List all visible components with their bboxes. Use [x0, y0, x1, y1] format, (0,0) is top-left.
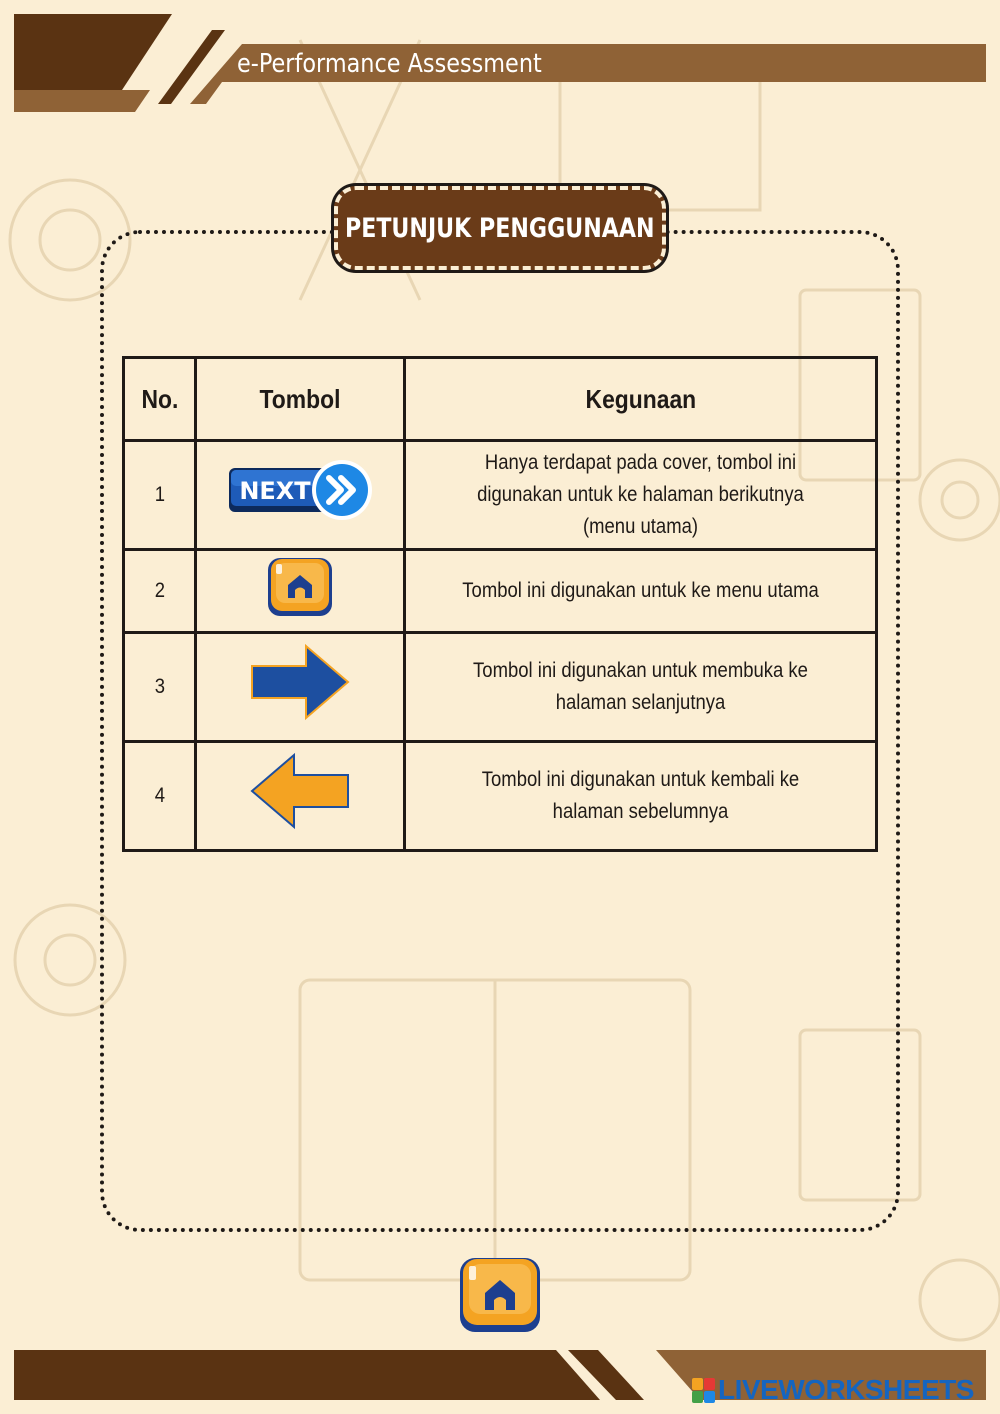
column-header-no: No.	[124, 358, 196, 441]
brand-blocks-icon	[692, 1378, 715, 1403]
next-button-label: NEXT	[239, 477, 311, 505]
usage-guide-table	[122, 356, 878, 852]
arrow-left-icon[interactable]	[248, 751, 352, 831]
next-button-icon[interactable]	[225, 458, 375, 522]
row-button-cell	[196, 742, 405, 851]
section-title: PETUNJUK PENGGUNAAN	[345, 212, 655, 244]
row-button-cell	[196, 550, 405, 633]
table-row	[124, 441, 877, 550]
row-usage: Tombol ini digunakan untuk membuka ke halaman selanjutnya	[405, 633, 877, 742]
row-usage: Tombol ini digunakan untuk ke menu utama	[405, 550, 877, 633]
column-header-usage: Kegunaan	[405, 358, 877, 441]
table-row	[124, 550, 877, 633]
row-number: 4	[124, 742, 196, 851]
column-header-button: Tombol	[196, 358, 405, 441]
row-button-cell	[196, 633, 405, 742]
row-usage: Tombol ini digunakan untuk kembali ke halaman sebelumnya	[405, 742, 877, 851]
header-title: e-Performance Assessment	[237, 49, 542, 79]
arrow-right-icon[interactable]	[248, 642, 352, 722]
row-number: 3	[124, 633, 196, 742]
home-icon[interactable]	[264, 554, 336, 618]
table-row	[124, 742, 877, 851]
home-button[interactable]	[455, 1254, 545, 1334]
liveworksheets-logo	[692, 1374, 974, 1406]
row-button-cell	[196, 441, 405, 550]
table-row	[124, 633, 877, 742]
row-number: 1	[124, 441, 196, 550]
row-usage: Hanya terdapat pada cover, tombol ini digunakan untuk ke halaman berikutnya (menu utama)	[405, 441, 877, 550]
section-title-badge	[334, 186, 666, 270]
row-number: 2	[124, 550, 196, 633]
table-header-row	[124, 358, 877, 441]
brand-name: LIVEWORKSHEETS	[718, 1374, 974, 1405]
